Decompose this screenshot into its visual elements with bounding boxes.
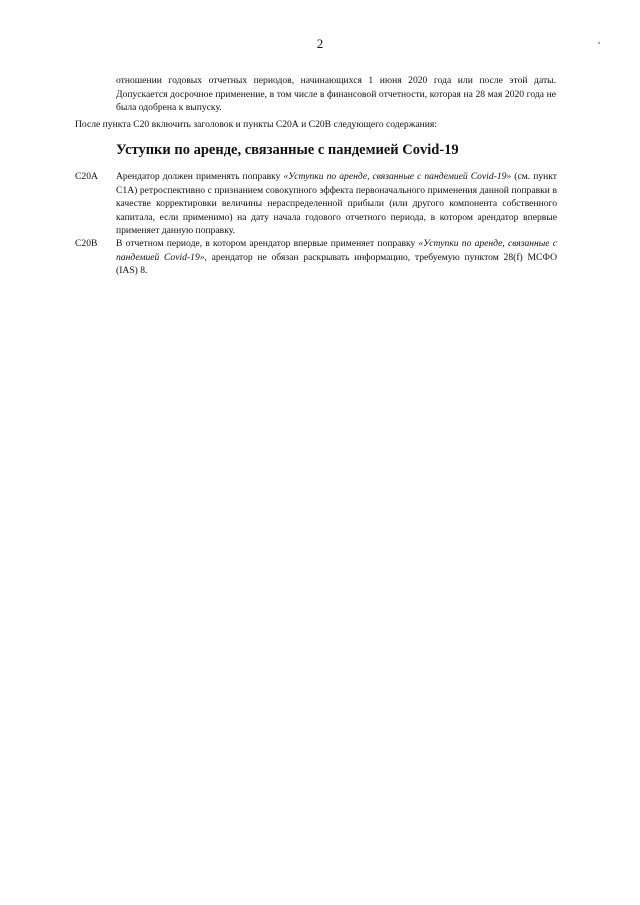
- paragraph-text: [116, 237, 557, 278]
- paragraph-number: С20А: [75, 171, 98, 182]
- paragraph-text-end: , арендатор не обязан раскрывать информацию, требуемую пунктом 28(f) МСФО (IAS) 8.: [116, 251, 557, 276]
- continuation-paragraph: отношении годовых отчетных периодов, начинающихся 1 июня 2020 года или после этой даты. Допускается досрочное применение, в том числе в финансовой отчетности, которая на 28 мая 2020 года не была одобрена к выпуску.: [116, 75, 556, 113]
- paragraph-text: [116, 170, 557, 238]
- paragraph-text-end: (см. пункт С1А) ретроспективно с признанием совокупного эффекта первоначального применения данной поправки в качестве корректировки величины нераспределенной прибыли (или другого компонента собственного капитала, если применимо) на дату начала годового отчетного периода, в котором арендатор впервые применяет данную поправку.: [116, 171, 558, 236]
- paragraph-c20b: [75, 237, 557, 278]
- paragraph-text-start: В отчетном периоде, в котором арендатор впервые применяет поправку: [116, 238, 419, 249]
- scan-speck: [598, 42, 600, 44]
- amendment-instruction: После пункта С20 включить заголовок и пункты С20А и С20В следующего содержания:: [75, 119, 437, 130]
- section-heading: Уступки по аренде, связанные с пандемией Covid-19: [116, 142, 459, 158]
- paragraph-c20a: [75, 170, 557, 238]
- amendment-name: «Уступки по аренде, связанные с пандемией Covid-19»: [283, 171, 512, 182]
- amendment-name: «Уступки по аренде, связанные с пандемией Covid-19»: [116, 238, 558, 263]
- page-number: 2: [316, 36, 324, 51]
- paragraph-text-start: Арендатор должен применять поправку: [116, 171, 284, 182]
- paragraph-number: С20В: [75, 238, 98, 249]
